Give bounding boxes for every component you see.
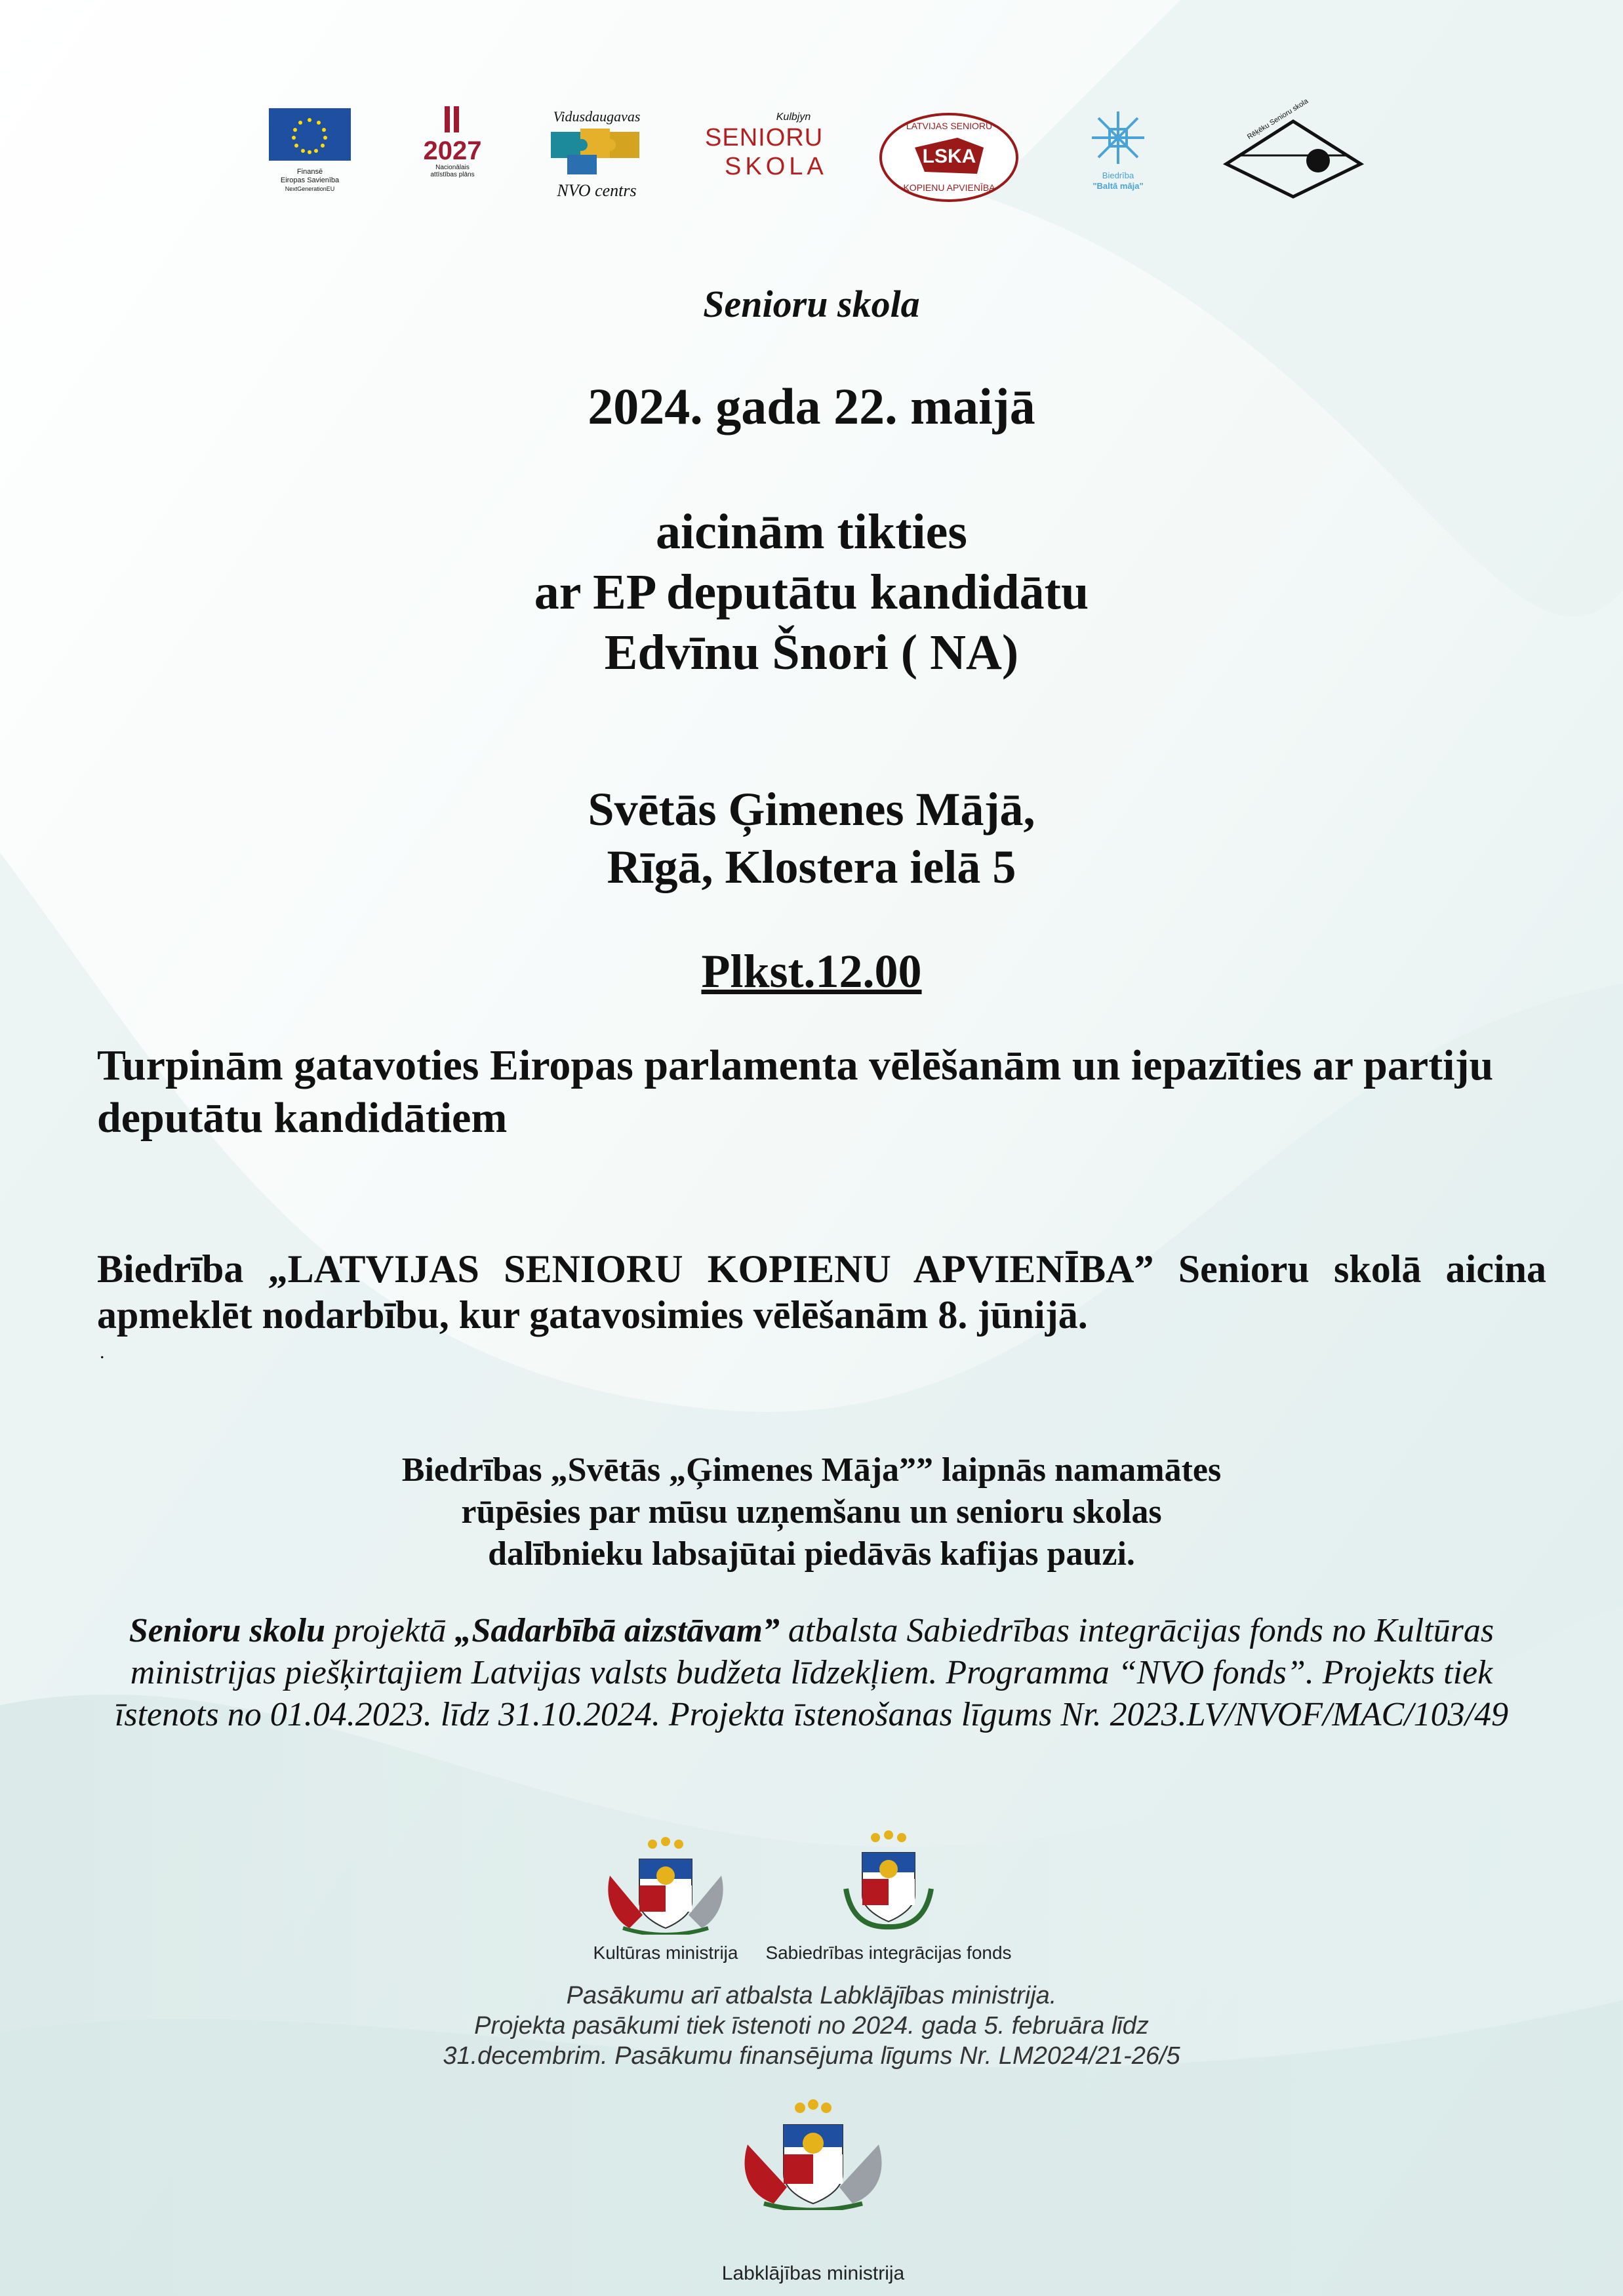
plan2027-year: 2027 <box>423 136 482 165</box>
venue-line2: Rīgā, Klostera ielā 5 <box>607 841 1016 893</box>
project-text1: projektā <box>325 1612 455 1649</box>
invite-line2: ar EP deputātu kandidātu <box>534 565 1089 620</box>
eu-logo <box>269 108 351 193</box>
nvo-centrs-logo <box>544 108 649 201</box>
sif-caption: Sabiedrības integrācijas fonds <box>765 1943 1012 1963</box>
kulturas-caption: Kultūras ministrija <box>593 1943 738 1963</box>
invite-line3: Edvīnu Šnori ( NA) <box>604 625 1019 680</box>
ministry-note-line3: 31.decembrim. Pasākumu finansējuma līgums Nr. LM2024/21-26/5 <box>443 2042 1180 2070</box>
event-date: 2024. gada 22. maijā <box>588 378 1035 435</box>
invite-line1: aicinām tikties <box>656 504 967 559</box>
sif-logo <box>764 1830 1013 1961</box>
plan2027-line2: attīstības plāns <box>430 171 475 178</box>
diamond-eye-icon <box>1220 115 1367 200</box>
labklajibas-ministrija-logo <box>715 2099 912 2295</box>
nvo-logo-line2: NVO centrs <box>557 181 637 200</box>
school-name: Senioru skola <box>703 283 920 325</box>
venue-line1: Svētās Ģimenes Mājā, <box>588 783 1035 836</box>
balta-maja-logo <box>1075 108 1161 191</box>
senioru-skola-line2: SKOLA <box>725 153 828 180</box>
kulturas-ministrija-logo <box>590 1836 741 1961</box>
project-text2: atbalsta Sabiedrības integrācijas fonds no Kultūras ministrijas piešķirtajiem Latvijas valsts budžeta līdzekļiem. Programma “NVO fonds”. Projekts tiek īstenots no 01.04.2023. līdz 31.10.2024. Projekta īstenošanas līgums Nr. 2023.LV/NVOF/MAC/103/49 <box>114 1612 1509 1733</box>
invitation-block <box>0 502 1623 683</box>
ministry-note-line2: Projekta pasākumi tiek īstenoti no 2024. gada 5. februāra līdz <box>474 2012 1149 2040</box>
project-bold1: Senioru skolu <box>129 1612 326 1649</box>
eu-logo-line2: Eiropas Savienība <box>280 176 340 184</box>
rekeku-senioru-skola-logo <box>1220 97 1367 200</box>
host-line1: Biedrības „Svētās „Ģimenes Māja”” laipnās namamātes <box>401 1451 1222 1489</box>
plan2027-line1: Nacionālais <box>435 164 470 171</box>
senioru-skola-logo <box>705 111 828 181</box>
balta-maja-line2: "Baltā māja" <box>1092 181 1144 191</box>
event-time: Plkst.12.00 <box>701 945 922 997</box>
ministry-support-note <box>0 1981 1623 2071</box>
host-line2: rūpēsies par mūsu uzņemšanu un senioru skolas <box>461 1493 1162 1531</box>
lska-top-text: LATVIJAS SENIORU <box>906 121 993 131</box>
organizer-paragraph: Biedrība „LATVIJAS SENIORU KOPIENU APVIENĪBA” Senioru skolā aicina apmeklēt nodarbību, kur gatavosimies vēlēšanām 8. jūnijā. <box>97 1247 1546 1337</box>
eu-logo-line1: Finansē <box>296 168 323 176</box>
lska-bottom-text: KOPIENU APVIENĪBA <box>903 182 995 193</box>
senioru-skola-small: Kulbjyn <box>776 111 811 123</box>
project-bold2: „Sadarbībā aizstāvam” <box>454 1612 780 1649</box>
project-funding-note <box>98 1610 1525 1736</box>
host-line3: dalībnieku labsajūtai piedāvās kafijas pauzi. <box>488 1535 1135 1573</box>
large-coat-of-arms-icon <box>728 2099 898 2210</box>
stray-dot: . <box>100 1341 105 1363</box>
lska-logo <box>879 111 1020 203</box>
eu-flag-icon <box>269 108 351 161</box>
plan2027-bars-icon <box>439 105 466 134</box>
senioru-skola-line1: SENIORU <box>705 124 824 151</box>
labklajibas-caption: Labklājības ministrija <box>721 2263 905 2284</box>
coat-of-arms-icon <box>590 1836 741 1935</box>
intro-paragraph: Turpinām gatavoties Eiropas parlamenta vēlēšanām un iepazīties ar partiju deputātu kandidātiem <box>97 1041 1494 1142</box>
ministry-note-line1: Pasākumu arī atbalsta Labklājības ministrija. <box>566 1982 1057 2009</box>
balta-maja-line1: Biedrība <box>1102 171 1134 180</box>
lska-mid-text: LSKA <box>922 146 976 167</box>
host-block <box>0 1449 1623 1575</box>
eu-logo-line3: NextGenerationEU <box>285 186 335 192</box>
venue-block <box>0 780 1623 896</box>
plan2027-logo <box>413 105 492 178</box>
nvo-logo-line1: Vidusdaugavas <box>553 108 641 125</box>
puzzle-icon <box>548 125 646 178</box>
small-coat-of-arms-icon <box>833 1830 944 1931</box>
rekeku-label: Rēķēku Senioru skola <box>1246 97 1310 142</box>
snowflake-ornament-icon <box>1089 108 1148 167</box>
